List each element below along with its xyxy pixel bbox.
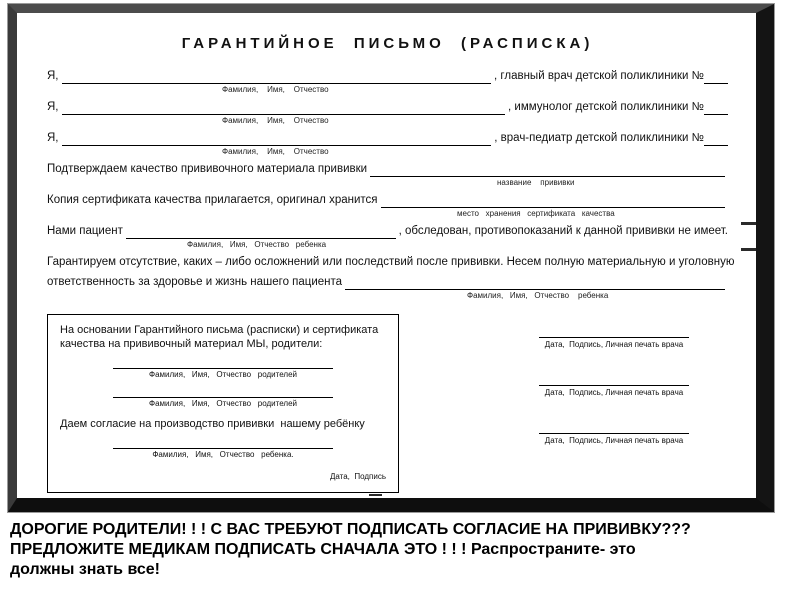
date-signature-caption: Дата, Подпись <box>329 472 386 481</box>
row-suffix: , главный врач детской поликлиники № <box>494 70 704 82</box>
consent-intro: На основании Гарантийного письма (расписки) и сертификата качества на прививочный материал МЫ, родители: <box>60 324 379 350</box>
row-prefix: Я, <box>47 132 59 144</box>
row-suffix: , иммунолог детской поликлиники № <box>508 101 704 113</box>
signature-line <box>539 328 689 338</box>
warning-line: ПРЕДЛОЖИТЕ МЕДИКАМ ПОДПИСАТЬ СНАЧАЛА ЭТО ! ! ! Распространите- это <box>10 541 636 558</box>
blank-clinic-number <box>704 132 728 146</box>
signature-line <box>539 424 689 434</box>
form-row-immunologist <box>47 99 728 125</box>
row-prefix: Нами пациент <box>47 225 123 237</box>
document-title: ГАРАНТИЙНОЕ ПИСЬМО (РАСПИСКА) <box>181 35 594 52</box>
field-caption: Фамилия, Имя, Отчество ребенка. <box>152 450 294 459</box>
warning-line: ДОРОГИЕ РОДИТЕЛИ! ! ! С ВАС ТРЕБУЮТ ПОДПИСАТЬ СОГЛАСИЕ НА ПРИВИВКУ??? <box>10 521 691 538</box>
blank-clinic-number <box>704 70 728 84</box>
form-row-vaccine-quality <box>47 161 728 187</box>
scan-artifact-mark <box>741 222 756 225</box>
row-prefix: ответственность за здоровье и жизнь нашего пациента <box>47 276 343 288</box>
form-row-head-doctor <box>47 68 728 94</box>
row-prefix: Подтверждаем качество прививочного материала прививки <box>47 163 368 175</box>
blank-clinic-number <box>704 101 728 115</box>
field-caption: Фамилия, Имя, Отчество ребенка <box>467 291 609 300</box>
scan-artifact-mark <box>369 494 382 496</box>
document-page <box>17 13 756 498</box>
form-row-responsibility <box>47 274 728 300</box>
signature-caption: Дата, Подпись, Личная печать врача <box>544 340 684 349</box>
warning-line: должны знать все! <box>10 561 161 578</box>
scan-artifact-mark <box>741 248 756 251</box>
blank-line-child <box>113 437 333 449</box>
field-caption: Фамилия, Имя, Отчество родителей <box>149 370 297 379</box>
blank-line <box>62 132 492 146</box>
form-row-certificate <box>47 192 728 218</box>
parents-consent-box <box>47 314 399 493</box>
field-caption: Фамилия, Имя, Отчество <box>222 147 329 156</box>
blank-line <box>381 194 725 208</box>
consent-statement: Даем согласие на производство прививки нашему ребёнку <box>60 418 365 430</box>
blank-line <box>62 101 506 115</box>
form-row-pediatrician <box>47 130 728 156</box>
row-suffix: , обследован, противопоказаний к данной прививки не имеет. <box>398 225 728 237</box>
field-caption: место хранения сертификата качества <box>457 209 615 218</box>
field-caption: Фамилия, Имя, Отчество родителей <box>149 399 297 408</box>
signature-caption: Дата, Подпись, Личная печать врача <box>544 388 684 397</box>
guarantee-text: Гарантируем отсутствие, каких – либо осложнений или последствий после прививки. Несем полную материальную и уголовную <box>47 256 735 268</box>
blank-line-parent-2 <box>113 386 333 398</box>
signature-caption: Дата, Подпись, Личная печать врача <box>544 436 684 445</box>
doctor-signatures-column <box>514 314 714 493</box>
signature-line <box>539 376 689 386</box>
field-caption: Фамилия, Имя, Отчество <box>222 85 329 94</box>
blank-line <box>62 70 492 84</box>
row-prefix: Я, <box>47 101 59 113</box>
blank-line <box>370 163 725 177</box>
row-prefix: Копия сертификата качества прилагается, оригинал хранится <box>47 194 378 206</box>
signature-block <box>514 328 714 349</box>
field-caption: название прививки <box>497 178 575 187</box>
blank-line-parent-1 <box>113 357 333 369</box>
form-row-patient <box>47 223 728 249</box>
row-suffix: , врач-педиатр детской поликлиники № <box>494 132 704 144</box>
warning-message <box>10 520 788 580</box>
blank-line <box>126 225 396 239</box>
blank-line <box>345 276 725 290</box>
field-caption: Фамилия, Имя, Отчество ребенка <box>187 240 327 249</box>
bottom-section <box>47 314 728 493</box>
signature-block <box>514 424 714 445</box>
signature-block <box>514 376 714 397</box>
scanned-document-frame <box>8 4 774 512</box>
row-prefix: Я, <box>47 70 59 82</box>
field-caption: Фамилия, Имя, Отчество <box>222 116 329 125</box>
